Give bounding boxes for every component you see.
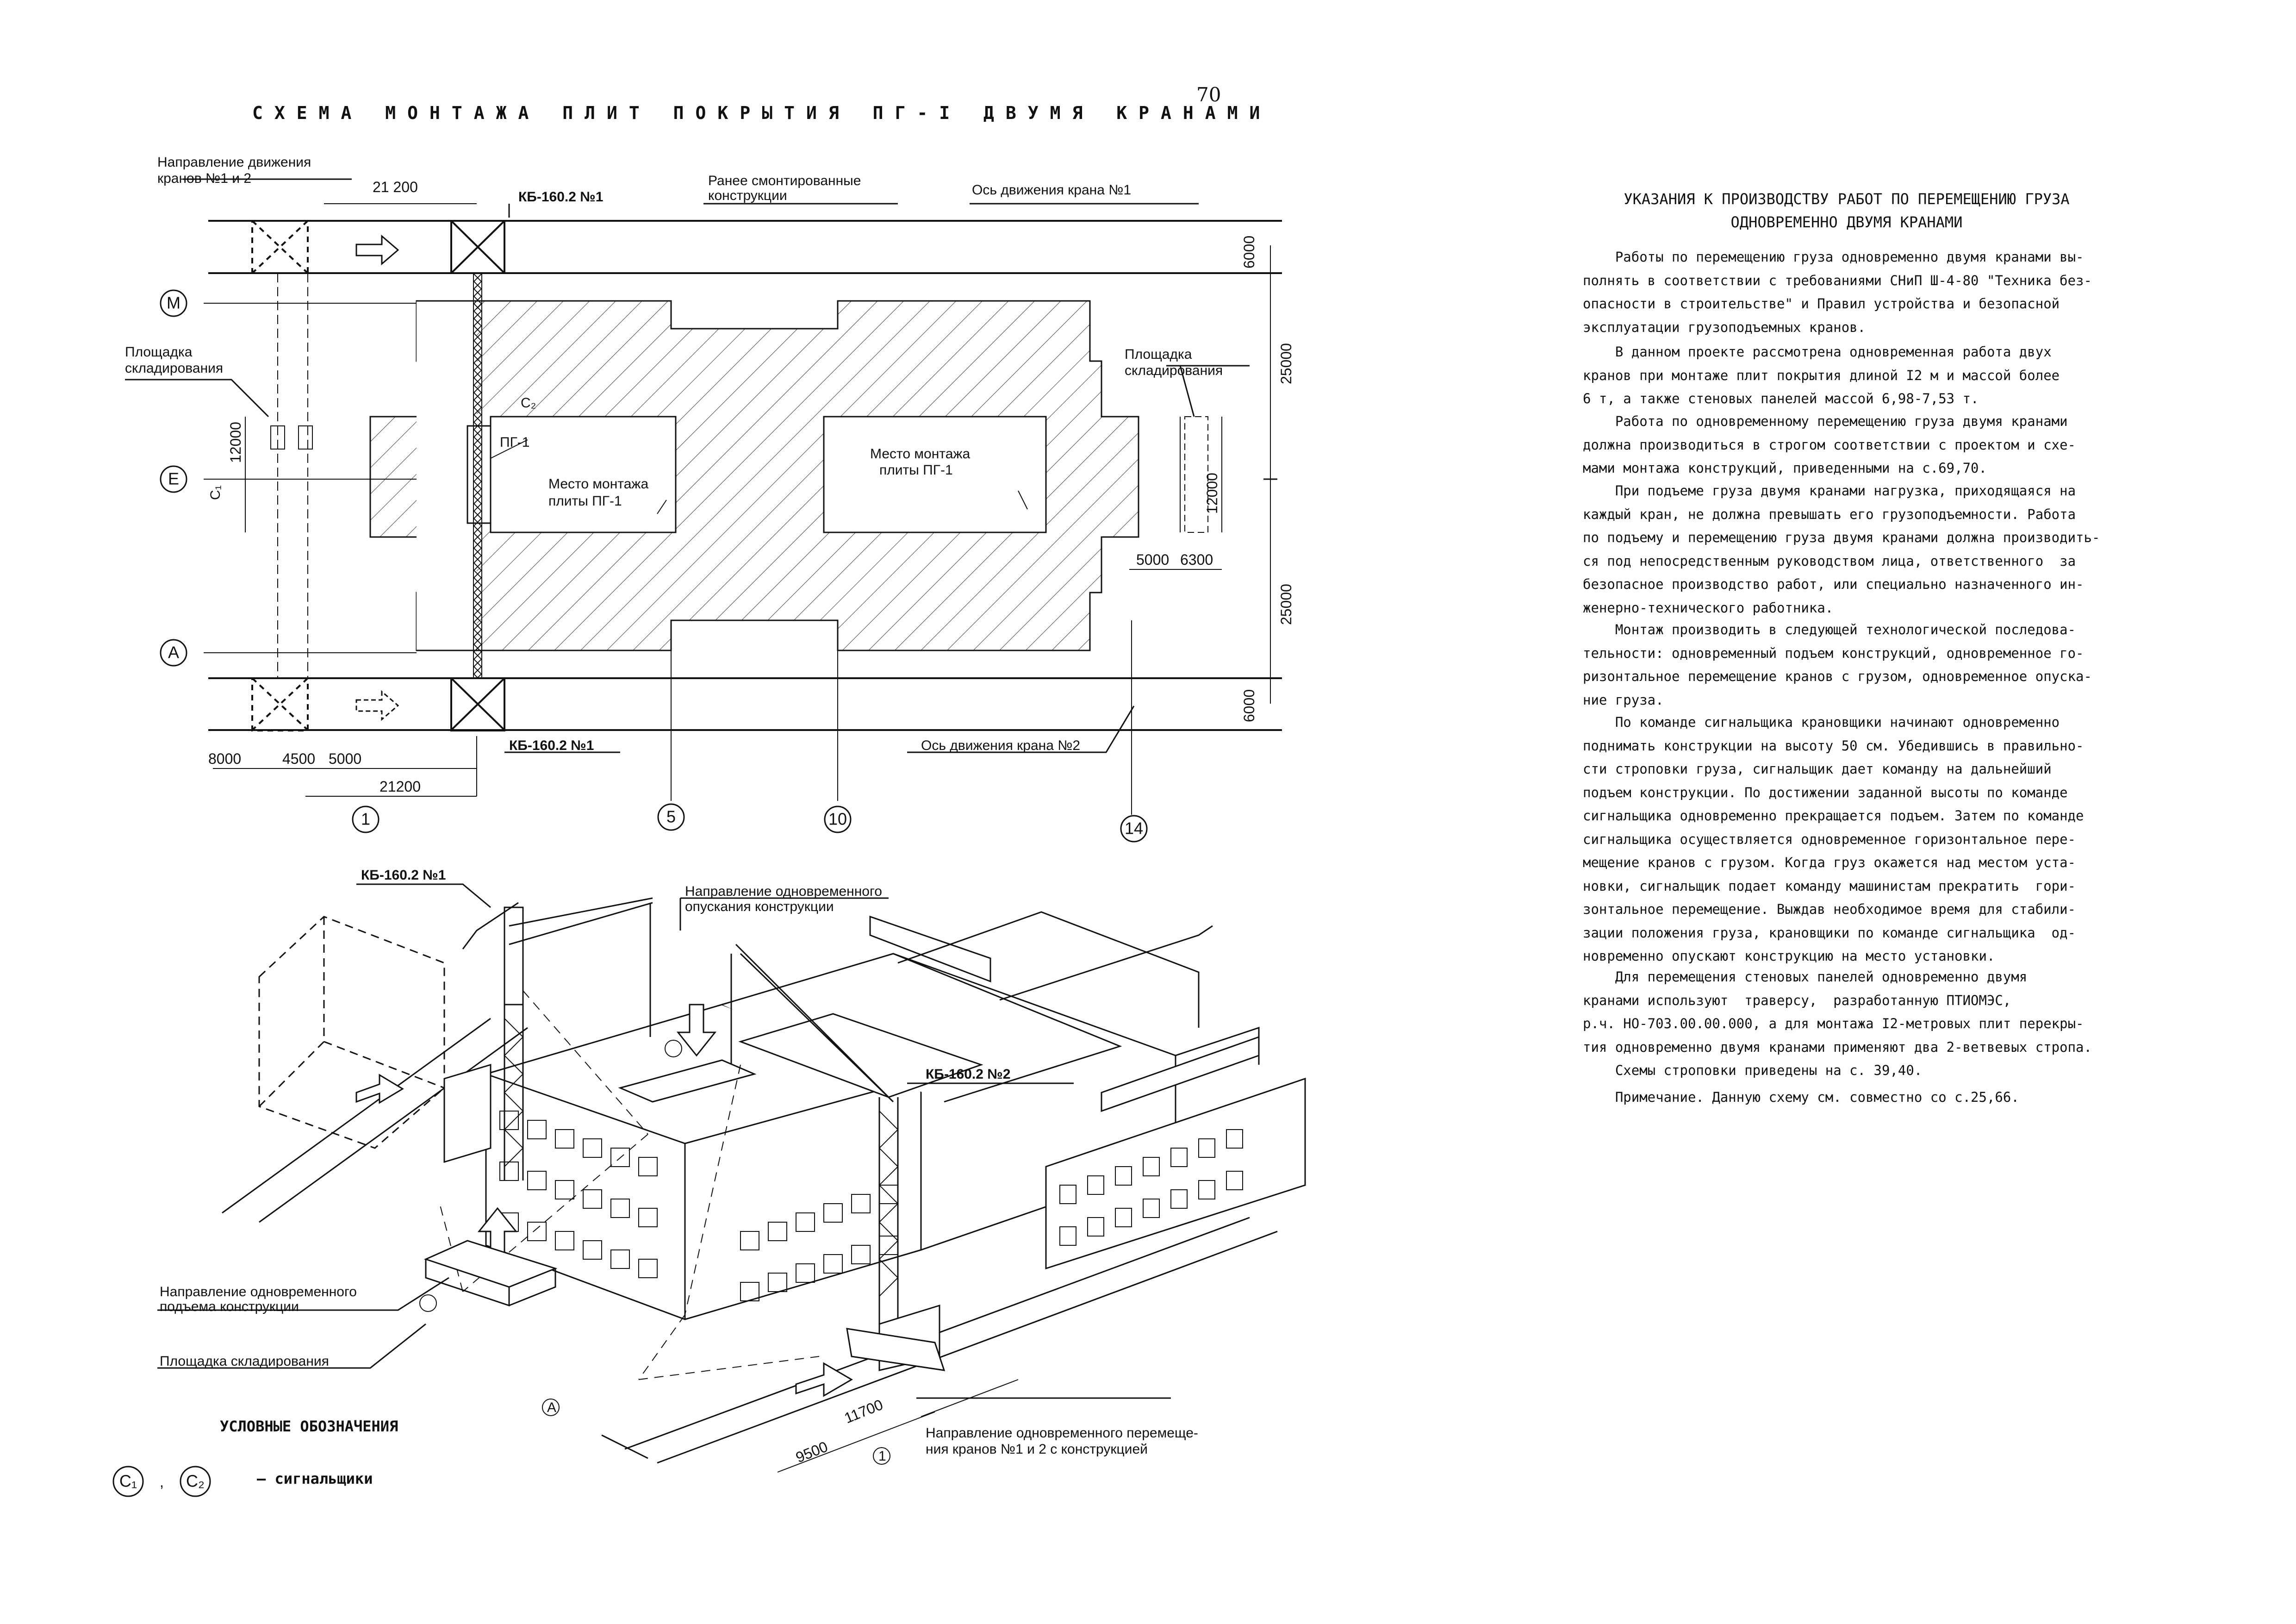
p6-line: сти строповки груза, сигнальщик дает команду на дальнейший: [1583, 761, 2052, 777]
p7-line: кранами используют траверсу, разработанную ПТИОМЭС,: [1583, 992, 2011, 1008]
p2-line: В данном проекте рассмотрена одновременная работа двух: [1583, 344, 2052, 360]
instructions-paragraph-3: [1583, 410, 2166, 480]
prev-mounted-label-2: конструкции: [708, 188, 787, 203]
storage-left-label-1: Площадка: [125, 344, 193, 360]
p4-line: безопасное производство работ, или специально назначенного ин-: [1583, 576, 2084, 592]
legend-title: УСЛОВНЫЕ ОБОЗНАЧЕНИЯ: [220, 1418, 398, 1435]
page-number: 70: [1196, 83, 1221, 106]
iso-axis-A: [542, 1399, 559, 1416]
iso-lowering-label-1: Направление одновременного: [685, 884, 882, 899]
p1-line: опасности в строительстве" и Правил устройства и безопасной: [1583, 296, 2060, 312]
prev-mounted-label-1: Ранее смонтированные: [708, 173, 861, 188]
instructions-paragraph-4: [1583, 479, 2166, 619]
legend-symbol-c1: [113, 1467, 143, 1496]
plan-view: [125, 179, 1282, 815]
iso-storage-label: Площадка складирования: [160, 1354, 329, 1369]
dim-4500: 4500: [282, 750, 316, 767]
mount-left-label-1: Место монтажа: [548, 476, 649, 492]
p6-line: сигнальщика одновременно прекращается подъем. Затем по команде: [1583, 808, 2084, 824]
signal-c-top: С₂: [521, 395, 536, 411]
svg-text:14: 14: [1124, 818, 1144, 838]
dim-25000-bottom: 25000: [1278, 584, 1294, 625]
legend-symbol-c2: [180, 1467, 210, 1496]
p5-line: тельности: одновременный подъем конструкций, одновременное го-: [1583, 645, 2084, 661]
p4-line: ся под непосредственным руководством лица, ответственного за: [1583, 553, 2076, 569]
instructions-paragraph-5: [1583, 618, 2166, 712]
iso-moving-arrow-2: [356, 1075, 403, 1103]
storage-left-label-2: складирования: [125, 361, 224, 376]
p3-line: мами монтажа конструкций, приведенными на с.69,70.: [1583, 460, 1987, 476]
dim-5000: 5000: [329, 750, 362, 767]
mount-right-label-2: плиты ПГ-1: [879, 462, 953, 478]
svg-text:1: 1: [361, 809, 371, 829]
iso-dim-9500: 9500: [793, 1438, 830, 1466]
crane1-axis-label: Ось движения крана №1: [972, 182, 1132, 198]
p6-line: подъем конструкции. По достижении заданной высоты по команде: [1583, 784, 2068, 800]
mount-area-left: [491, 417, 676, 532]
p4-line: каждый кран, не должна превышать его грузоподъемности. Работа: [1583, 506, 2076, 522]
iso-dim-11700: 11700: [842, 1396, 885, 1427]
p6-line: зонтальное перемещение. Выждав необходимое время для стабили-: [1583, 901, 2076, 917]
p2-line: кранов при монтаже плит покрытия длиной I2 м и массой более: [1583, 367, 2060, 383]
row-axis-A: [161, 640, 187, 666]
column-axis-5: [658, 804, 684, 830]
p5-line: Монтаж производить в следующей технологической последова-: [1583, 622, 2076, 637]
p1-line: полнять в соответствии с требованиями СНиП Ш-4-80 "Техника без-: [1583, 272, 2092, 288]
iso-moving-label-2: ния кранов №1 и 2 с конструкцией: [926, 1442, 1148, 1457]
iso-signal-c-top: [665, 1040, 682, 1057]
svg-text:C₂: C₂: [186, 1471, 205, 1491]
dim-5000-right: 5000: [1136, 551, 1170, 568]
p6-line: новки, сигнальщик подает команду машинистам прекратить гори-: [1583, 878, 2076, 894]
signal-c-left: С₁: [208, 485, 223, 500]
instructions-paragraph-6: [1583, 711, 2166, 968]
row-axis-M: [161, 290, 187, 316]
dim-8000: 8000: [208, 750, 242, 767]
p4-line: по подъему и перемещению груза двумя кранами должна производить-: [1583, 530, 2100, 545]
mount-left-label-2: плиты ПГ-1: [548, 493, 622, 509]
slab-pg1-label: ПГ-1: [500, 435, 530, 450]
p6-line: мещение кранов с грузом. Когда груз окажется над местом уста-: [1583, 855, 2076, 870]
p6-line: зации положения груза, крановщики по команде сигнальщика од-: [1583, 924, 2076, 941]
instructions-paragraph-7: [1583, 965, 2166, 1082]
crane1-bottom-label: КБ-160.2 №1: [509, 738, 594, 753]
svg-text:Е: Е: [168, 469, 180, 488]
dim-21200-bottom: 21200: [380, 778, 421, 795]
column-axis-1: [353, 806, 379, 832]
instructions-title-line-2: ОДНОВРЕМЕННО ДВУМЯ КРАНАМИ: [1730, 213, 1963, 231]
p6-line: новременно опускают конструкцию на место установки.: [1583, 948, 1995, 964]
p1-line: Работы по перемещению груза одновременно двумя кранами вы-: [1583, 249, 2084, 265]
crane-boom-plan: [473, 273, 482, 678]
p7-line: Для перемещения стеновых панелей одновременно двумя: [1583, 969, 2028, 985]
instructions-title-line-1: УКАЗАНИЯ К ПРОИЗВОДСТВУ РАБОТ ПО ПЕРЕМЕЩЕНИЮ ГРУЗА: [1624, 190, 2070, 208]
svg-text:5: 5: [666, 807, 676, 826]
iso-crane2-label: КБ-160.2 №2: [926, 1067, 1011, 1082]
direction-arrow-2: [356, 692, 398, 719]
p7-line: тия одновременно двумя кранами применяют два 2-ветвевых стропа.: [1583, 1039, 2092, 1055]
p3-line: должна производиться в строгом соответствии с проектом и схе-: [1583, 437, 2076, 453]
direction-label-1: Направление движения: [157, 155, 311, 170]
p1-line: эксплуатации грузоподъемных кранов.: [1583, 319, 1866, 335]
p5-line: ние груза.: [1583, 692, 1664, 708]
note-line: Примечание. Данную схему см. совместно со с.25,66.: [1583, 1089, 2019, 1105]
iso-axis-1: [873, 1448, 890, 1464]
svg-text:А: А: [547, 1400, 557, 1415]
crane1-top-label: КБ-160.2 №1: [518, 189, 604, 205]
column-axis-14: [1121, 816, 1147, 842]
dim-25000-top: 25000: [1278, 343, 1294, 384]
svg-text:1: 1: [878, 1449, 886, 1464]
dim-6300: 6300: [1180, 551, 1213, 568]
p3-line: Работа по одновременному перемещению груза двумя кранами: [1583, 413, 2068, 429]
column-axis-10: [825, 806, 851, 832]
iso-lifting-label-1: Направление одновременного: [160, 1284, 357, 1299]
direction-arrow-1: [356, 236, 398, 264]
p6-line: По команде сигнальщика крановщики начинают одновременно: [1583, 714, 2060, 730]
page-title: СХЕМА МОНТАЖА ПЛИТ ПОКРЫТИЯ ПГ-I ДВУМЯ КРАНАМИ: [252, 103, 1272, 123]
iso-crane1-label: КБ-160.2 №1: [361, 868, 446, 883]
svg-text:М: М: [167, 293, 180, 312]
crane2-axis-label: Ось движения крана №2: [921, 738, 1081, 753]
iso-moving-label-1: Направление одновременного перемеще-: [926, 1425, 1198, 1441]
dim-6000-top: 6000: [1241, 235, 1257, 269]
svg-text:10: 10: [828, 809, 847, 829]
instructions-paragraph-1: [1583, 245, 2166, 339]
iso-signal-c-bottom: [420, 1295, 436, 1312]
instructions-title: [1546, 187, 2147, 234]
p2-line: 6 т, а также стеновых панелей массой 6,98-7,53 т.: [1583, 391, 1979, 406]
instructions-note: [1583, 1086, 2166, 1109]
legend-text: – сигнальщики: [257, 1470, 373, 1487]
dim-12000-left: 12000: [227, 422, 244, 463]
instructions-paragraph-2: [1583, 340, 2166, 411]
storage-right-label-2: складирования: [1125, 363, 1223, 378]
iso-lowering-label-2: опускания конструкции: [685, 899, 834, 914]
p6-line: поднимать конструкции на высоту 50 см. Убедившись в правильно-: [1583, 737, 2084, 754]
row-axis-E: [161, 466, 187, 492]
legend-separator: ,: [160, 1474, 164, 1490]
storage-right-label-1: Площадка: [1125, 347, 1192, 362]
p4-line: женерно-технического работника.: [1583, 600, 1834, 616]
isometric-view: [157, 884, 1305, 1472]
dim-21200-top: 21 200: [373, 179, 418, 195]
iso-lifting-label-2: подъема конструкции: [160, 1299, 299, 1314]
direction-label-2: кранов №1 и 2: [157, 171, 251, 186]
p7-line: р.ч. НО-703.00.00.000, а для монтажа I2-метровых плит перекры-: [1583, 1016, 2084, 1031]
p5-line: ризонтальное перемещение кранов с грузом, одновременное опуска-: [1583, 668, 2092, 684]
dim-6000-bottom: 6000: [1241, 689, 1257, 722]
dim-12000-right: 12000: [1204, 473, 1220, 514]
p6-line: сигнальщика осуществляется одновременное горизонтальное пере-: [1583, 831, 2076, 847]
mount-right-label-1: Место монтажа: [870, 446, 971, 462]
p4-line: При подъеме груза двумя кранами нагрузка, приходящаяся на: [1583, 483, 2076, 499]
p7-line: Схемы строповки приведены на с. 39,40.: [1583, 1062, 1923, 1078]
svg-text:А: А: [168, 643, 180, 662]
svg-text:C₁: C₁: [119, 1471, 137, 1491]
iso-prev-volume: [259, 917, 444, 1148]
